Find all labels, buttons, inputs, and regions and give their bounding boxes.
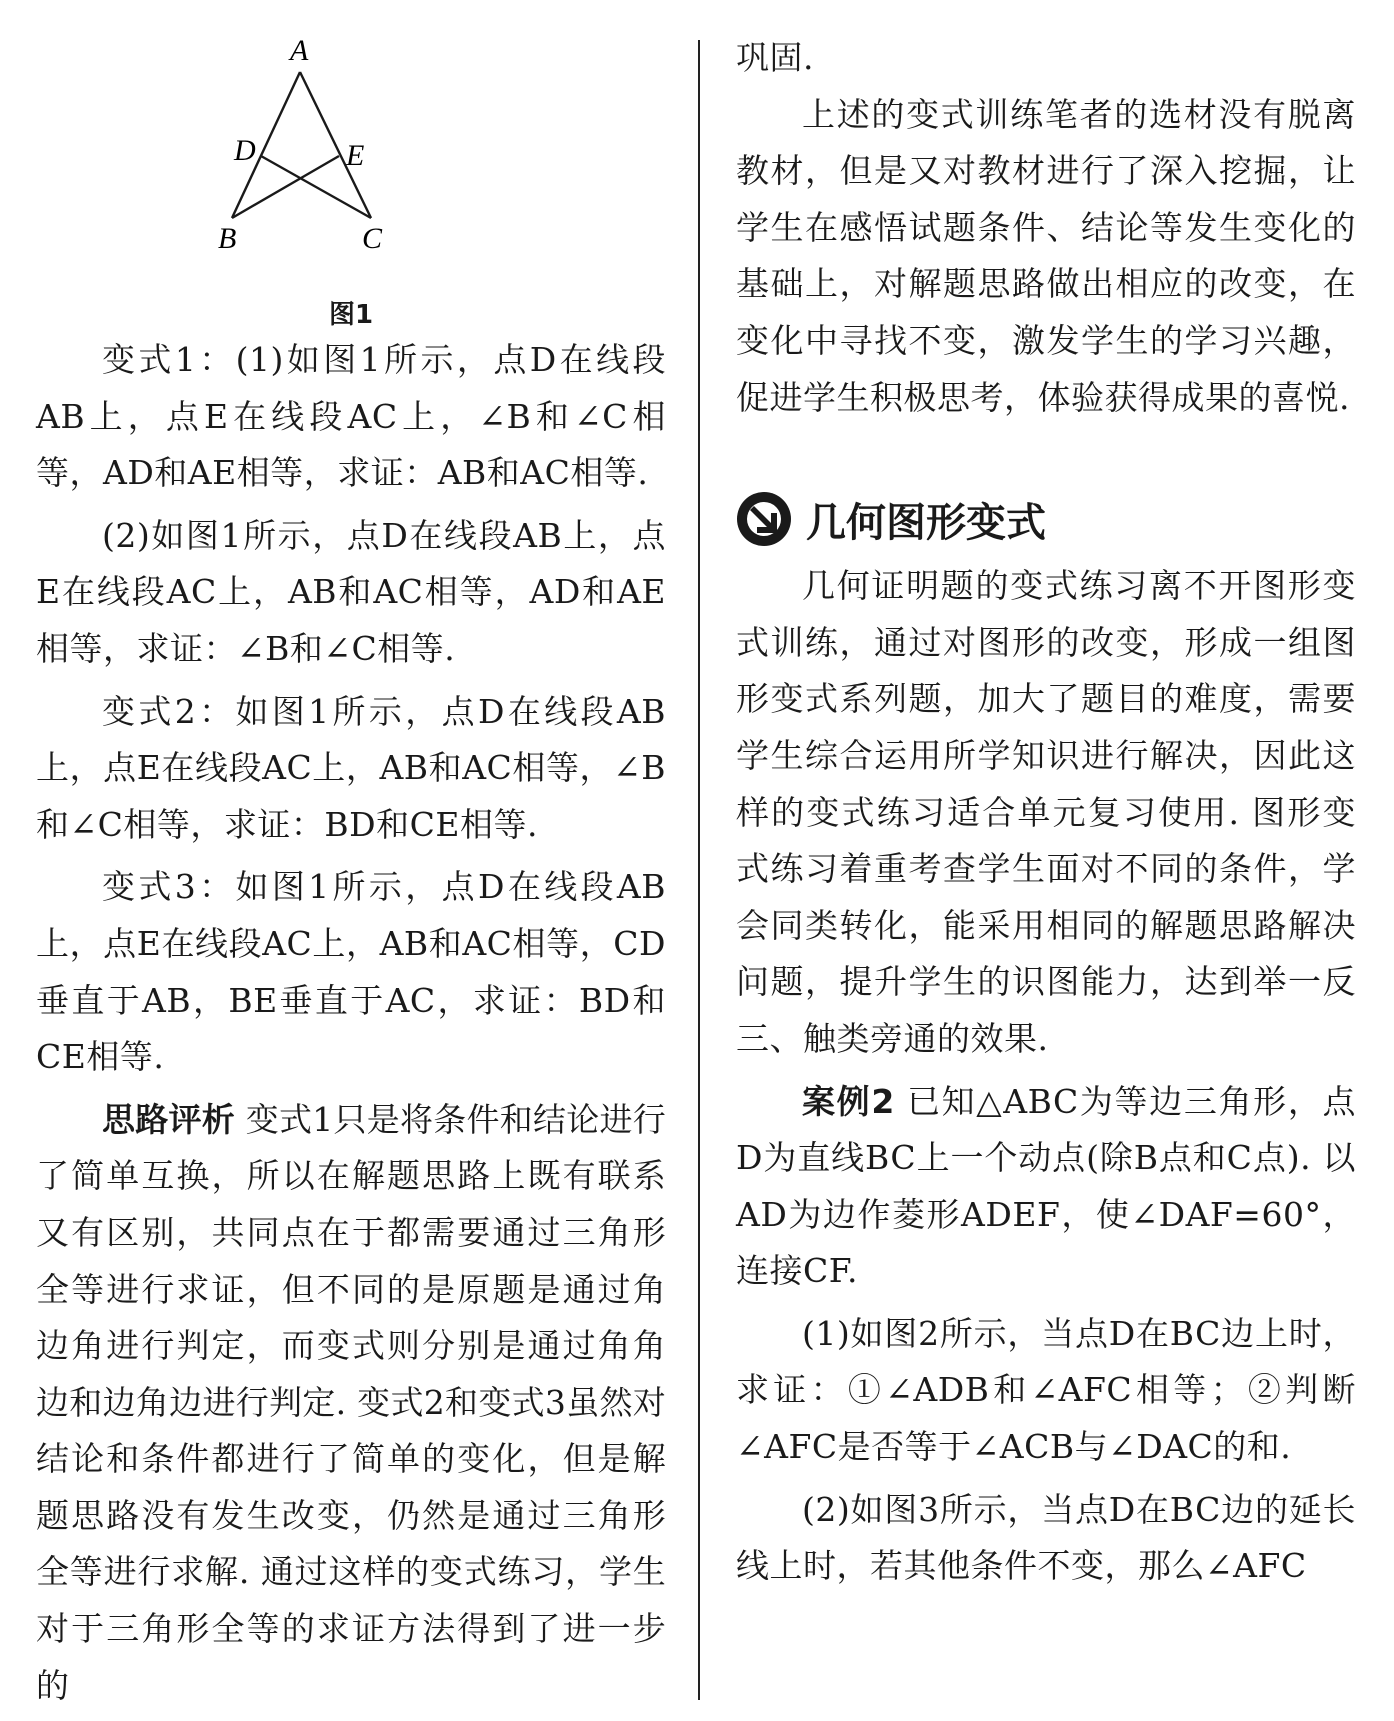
column-divider — [698, 40, 700, 1700]
figure-1 — [36, 30, 666, 332]
vertex-label-b: B — [218, 222, 237, 255]
variant-3: 变式3：如图1所示，点D在线段AB上，点E在线段AC上，AB和AC相等，CD垂直于AB，BE垂直于AC，求证：BD和CE相等. — [36, 867, 666, 1077]
vertex-label-c: C — [362, 222, 383, 255]
variant-1-part-2: (2)如图1所示，点D在线段AB上，点E在线段AC上，AB和AC相等，AD和AE相等，求证：∠B和∠C相等. — [36, 515, 666, 668]
paragraph-geometry-variants: 几何证明题的变式练习离不开图形变式训练，通过对图形的改变，形成一组图形变式系列题，加大了题目的难度，需要学生综合运用所学知识进行解决，因此这样的变式练习适合单元复习使用. 图形变式练习着重考查学生面对不同的条件，学会同类转化，能采用相同的解题思路解决问题，提升学生的识图能力，达到举一反三、触类旁通的效果. — [736, 566, 1356, 1058]
case-2-paragraph — [736, 1074, 1356, 1300]
vertex-label-d: D — [234, 134, 256, 167]
paragraph-reflection: 上述的变式训练笔者的选材没有脱离教材，但是又对教材进行了深入挖掘，让学生在感悟试题条件、结论等发生变化的基础上，对解题思路做出相应的改变，在变化中寻找不变，激发学生的学习兴趣，促进学生积极思考，体验获得成果的喜悦. — [736, 94, 1356, 417]
case-2-title: 案例2 — [802, 1081, 895, 1121]
variant-1-part-1: 变式1：(1)如图1所示，点D在线段AB上，点E在线段AC上，∠B和∠C相等，AD和AE相等，求证：AB和AC相等. — [36, 340, 666, 493]
continued-text: 巩固. — [736, 38, 814, 77]
analysis-title: 思路评析 — [102, 1099, 236, 1139]
analysis-body: 变式1只是将条件和结论进行了简单互换，所以在解题思路上既有联系又有区别，共同点在于都需要通过三角形全等进行求证，但不同的是原题是通过角边角进行判定，而变式则分别是通过角角边和边角边进行判定. 变式2和变式3虽然对结论和条件都进行了简单的变化，但是解题思路没有发生改变，仍然是通过三角形全等进行求解. 通过这样的变式练习，学生对于三角形全等的求证方法得到了进一步的 — [36, 1099, 666, 1705]
variant-2: 变式2：如图1所示，点D在线段AB上，点E在线段AC上，AB和AC相等，∠B和∠C相等，求证：BD和CE相等. — [36, 691, 666, 844]
question-2: (2)如图3所示，当点D在BC边的延长线上时，若其他条件不变，那么∠AFC — [736, 1489, 1356, 1586]
vertex-label-e: E — [346, 139, 365, 172]
section-heading — [736, 484, 1356, 554]
case-2-body: 已知△ABC为等边三角形，点D为直线BC上一个动点(除B点和C点). 以AD为边作菱形ADEF，使∠DAF=60°，连接CF. — [736, 1081, 1356, 1291]
question-1: (1)如图2所示，当点D在BC边上时，求证：①∠ADB和∠AFC相等；②判断∠AFC是否等于∠ACB与∠DAC的和. — [736, 1313, 1356, 1467]
section-title: 几何图形变式 — [806, 499, 1046, 546]
analysis-paragraph — [36, 1092, 666, 1715]
figure-1-caption: 图1 — [328, 300, 374, 330]
vertex-label-a: A — [290, 34, 309, 67]
right-column — [736, 30, 1356, 1595]
section-arrow-icon — [736, 491, 792, 547]
figure-1-diagram — [36, 30, 666, 290]
left-column — [36, 30, 666, 1714]
